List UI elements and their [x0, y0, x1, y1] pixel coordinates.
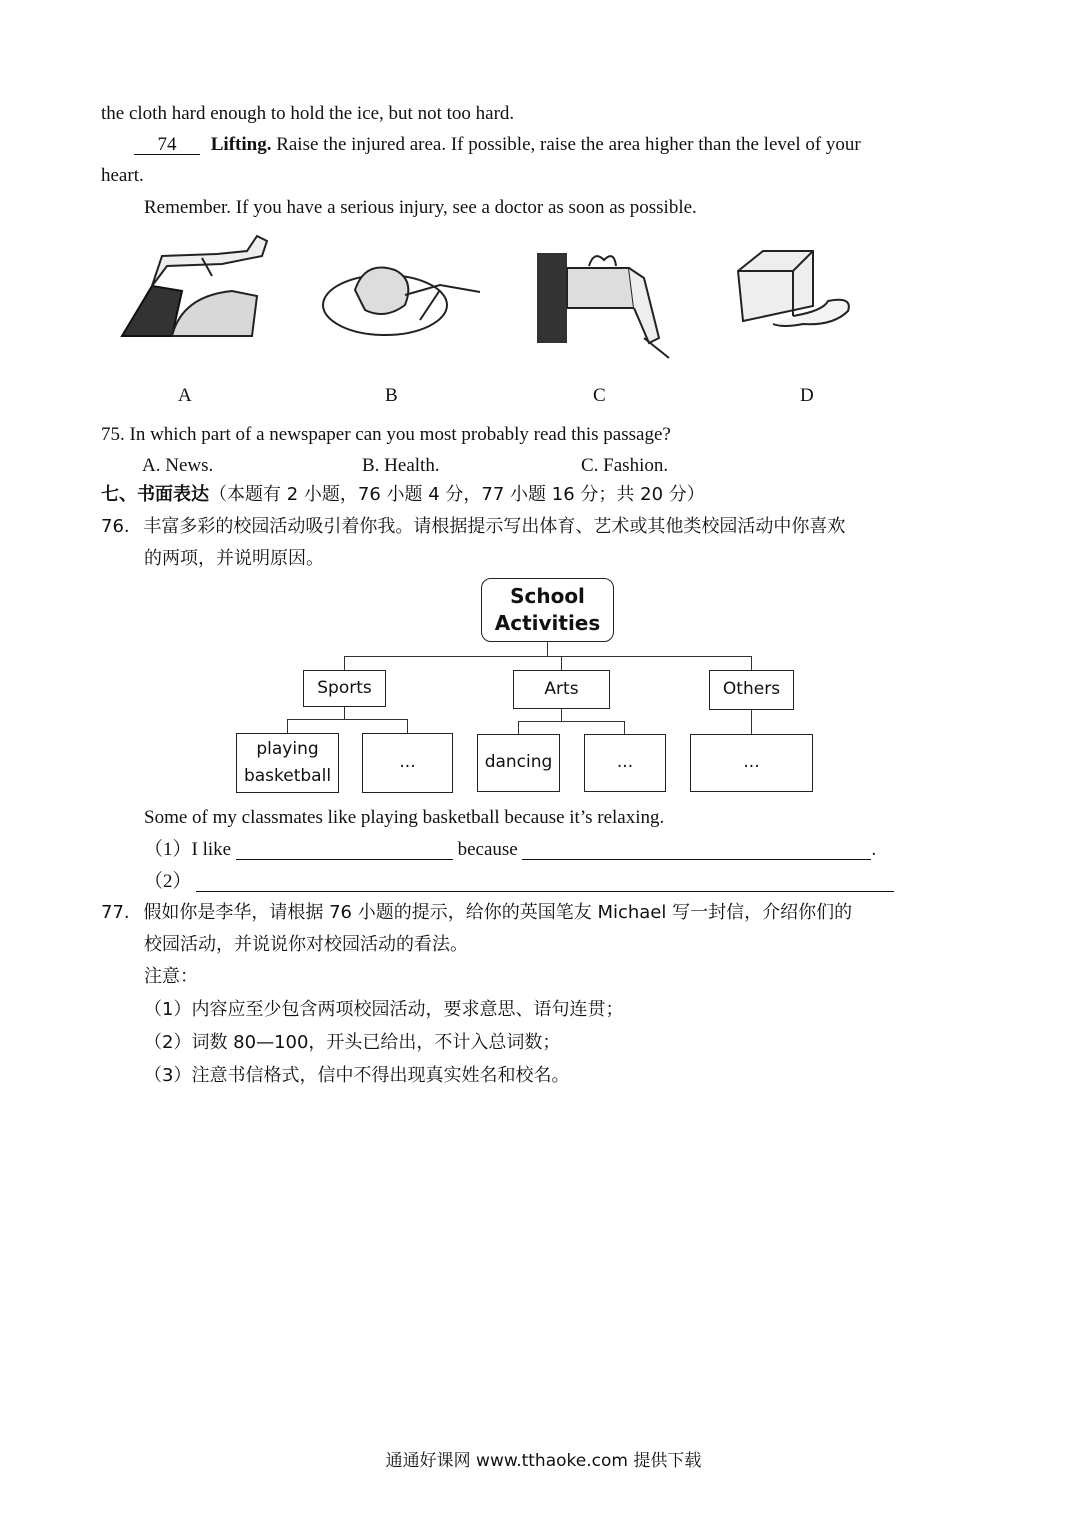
leaf-arts-more [584, 734, 666, 792]
root-line1: School [510, 584, 585, 608]
remember-note: Remember. If you have a serious injury, see a doctor as soon as possible. [144, 197, 697, 218]
connector [751, 710, 752, 734]
q75-option-b[interactable]: B. Health. [362, 455, 440, 476]
leaf-sports-more [362, 733, 453, 793]
leaf-others-more [690, 734, 813, 792]
diagram-root [481, 578, 614, 642]
picture-label-c: C [593, 385, 606, 406]
root-line2: Activities [494, 611, 601, 635]
leaf-playing-basketball [236, 733, 339, 793]
connector [344, 656, 345, 670]
connector [344, 707, 345, 719]
answer-blank-line2[interactable] [196, 872, 894, 892]
category-others [709, 670, 794, 710]
q77-prompt-line2: 校园活动，并说说你对校园活动的看法。 [144, 934, 468, 955]
category-arts [513, 670, 610, 709]
connector [518, 721, 625, 722]
leaf-dancing [477, 734, 560, 792]
q77-prompt-text: 假如你是李华，请根据 76 小题的提示，给你的英国笔友 Michael 写一封信，介绍你们的 [143, 902, 853, 923]
blank-number: 74 [157, 134, 177, 155]
picture-label-d: D [800, 385, 814, 406]
item-text-line1: Raise the injured area. If possible, raise the area higher than the level of your [276, 134, 861, 155]
connector [561, 656, 562, 670]
connector [751, 656, 752, 670]
picture-label-b: B [385, 385, 398, 406]
q76-prompt-text: 丰富多彩的校园活动吸引着你我。请根据提示写出体育、艺术或其他类校园活动中你喜欢 [143, 516, 846, 537]
answer-blank-74[interactable] [134, 135, 200, 155]
section-title: 七、书面表达 [101, 484, 209, 505]
q76-prompt-line1 [101, 518, 845, 536]
line2-prefix: （2） [144, 871, 192, 892]
connector [561, 709, 562, 721]
pillow-rest-icon [320, 250, 485, 345]
picture-label-a: A [178, 385, 192, 406]
q77-notes-title: 注意： [144, 966, 198, 987]
raised-leg-icon [112, 236, 272, 346]
leaf-line: ... [743, 752, 760, 773]
q76-answer-line1 [144, 840, 876, 860]
melting-ice-cube-icon [733, 246, 858, 331]
line1-because: because [457, 839, 518, 860]
q76-prompt-line2: 的两项，并说明原因。 [144, 548, 324, 569]
category-sports [303, 670, 386, 707]
connector [624, 721, 625, 734]
item-74 [134, 135, 861, 155]
q76-number: 76. [101, 516, 130, 537]
q77-prompt-line1 [101, 904, 852, 922]
connector [407, 719, 408, 733]
q77-note-2: （2）词数 80—100，开头已给出，不计入总词数； [144, 1032, 561, 1053]
leaf-line: basketball [243, 766, 332, 786]
leaf-line: ... [616, 752, 634, 773]
leaf-line: ... [399, 752, 416, 773]
section-heading [101, 486, 705, 504]
q77-note-1: （1）内容应至少包含两项校园活动，要求意思、语句连贯； [144, 999, 624, 1020]
category-label: Sports [317, 677, 372, 698]
leaf-line: playing [256, 738, 319, 759]
line1-end: . [871, 839, 877, 860]
line1-prefix: （1）I like [144, 839, 232, 860]
connector [344, 656, 752, 657]
answer-blank-activity[interactable] [236, 840, 453, 860]
connector [287, 719, 408, 720]
category-label: Others [722, 679, 781, 700]
q75-option-a[interactable]: A. News. [142, 455, 214, 476]
q75-option-c[interactable]: C. Fashion. [581, 455, 669, 476]
section-subtitle: （本题有 2 小题，76 小题 4 分，77 小题 16 分；共 20 分） [209, 484, 705, 505]
item-text-line2: heart. [101, 165, 144, 186]
passage-continuation: the cloth hard enough to hold the ice, but not too hard. [101, 103, 515, 124]
q75-question: 75. In which part of a newspaper can you most probably read this passage? [101, 424, 671, 445]
page-footer: 通通好课网 www.tthaoke.com 提供下载 [385, 1451, 702, 1471]
item-title: Lifting. [210, 134, 272, 155]
category-label: Arts [544, 678, 579, 699]
leaf-line: dancing [484, 752, 553, 773]
q77-note-3: （3）注意书信格式，信中不得出现真实姓名和校名。 [144, 1065, 570, 1086]
connector [518, 721, 519, 734]
connector [547, 642, 548, 656]
q76-answer-line2 [144, 872, 894, 892]
bandaged-arm-icon [534, 248, 679, 363]
answer-blank-reason[interactable] [522, 840, 871, 860]
connector [287, 719, 288, 733]
q77-number: 77. [101, 902, 130, 923]
q76-example: Some of my classmates like playing basketball because it’s relaxing. [144, 807, 665, 828]
